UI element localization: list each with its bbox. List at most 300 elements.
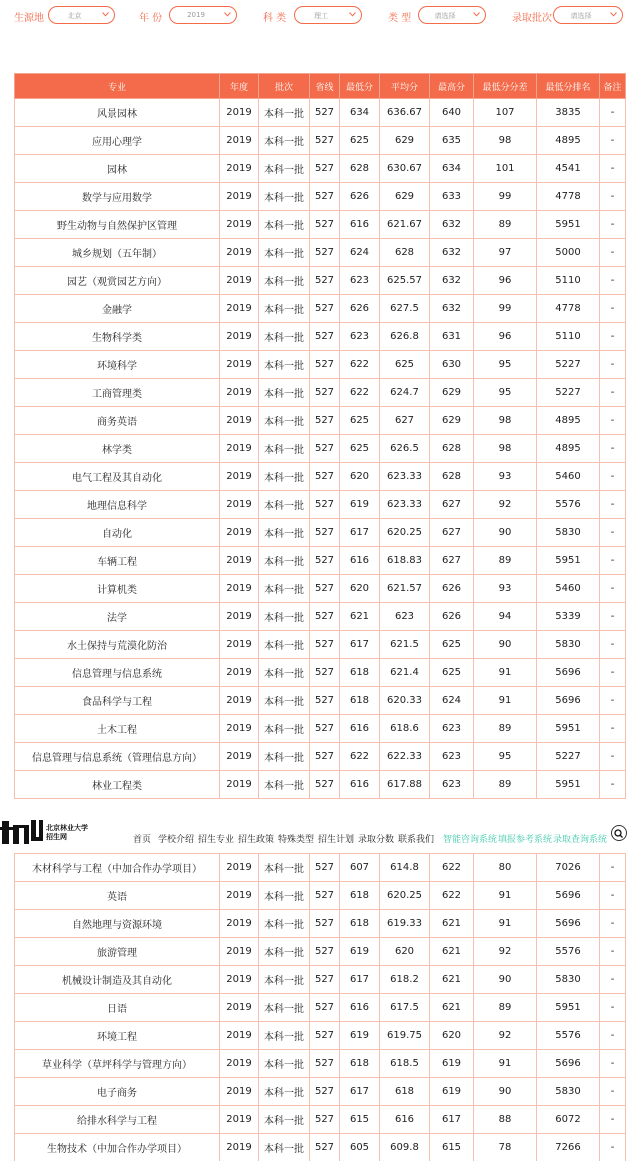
cell-max-score: 621: [430, 910, 474, 938]
cell-batch: 本科一批: [259, 1106, 310, 1134]
cell-year: 2019: [220, 407, 259, 435]
chevron-down-icon: [610, 12, 617, 17]
cell-batch: 本科一批: [259, 715, 310, 743]
cell-major: 计算机类: [15, 575, 220, 603]
header-line: 省线: [310, 74, 340, 99]
cell-batch: 本科一批: [259, 211, 310, 239]
cell-max-score: 634: [430, 155, 474, 183]
cell-max-score: 627: [430, 519, 474, 547]
cell-year: 2019: [220, 435, 259, 463]
cell-line: 527: [310, 854, 340, 882]
cell-batch: 本科一批: [259, 239, 310, 267]
cell-avg-score: 624.7: [380, 379, 430, 407]
cell-min-score: 628: [340, 155, 380, 183]
cell-min-rank: 5951: [537, 994, 600, 1022]
cell-avg-score: 616: [380, 1106, 430, 1134]
cell-min-score: 615: [340, 1106, 380, 1134]
cell-max-score: 629: [430, 379, 474, 407]
cell-min-score: 616: [340, 211, 380, 239]
cell-min-rank: 7266: [537, 1134, 600, 1162]
cell-year: 2019: [220, 211, 259, 239]
cell-min-score: 618: [340, 910, 380, 938]
cell-major: 电气工程及其自动化: [15, 463, 220, 491]
cell-batch: 本科一批: [259, 1050, 310, 1078]
type-label: 类 型: [388, 13, 412, 24]
cell-year: 2019: [220, 854, 259, 882]
header-max-score: 最高分: [430, 74, 474, 99]
cell-min-score: 620: [340, 463, 380, 491]
cell-batch: 本科一批: [259, 295, 310, 323]
site-logo-icon[interactable]: [0, 819, 44, 847]
cell-major: 野生动物与自然保护区管理: [15, 211, 220, 239]
cell-min-score: 622: [340, 379, 380, 407]
cell-note: -: [600, 239, 626, 267]
cell-min-rank: 6072: [537, 1106, 600, 1134]
cell-min-score: 621: [340, 603, 380, 631]
cell-year: 2019: [220, 687, 259, 715]
cell-min-score: 616: [340, 547, 380, 575]
cell-year: 2019: [220, 1078, 259, 1106]
cell-batch: 本科一批: [259, 491, 310, 519]
table-row: [15, 155, 626, 183]
cell-note: -: [600, 715, 626, 743]
cell-min-score: 624: [340, 239, 380, 267]
cell-min-rank: 4778: [537, 183, 600, 211]
cell-major: 旅游管理: [15, 938, 220, 966]
cell-note: -: [600, 1050, 626, 1078]
cell-min-score: 623: [340, 323, 380, 351]
batch-label: 录取批次: [512, 13, 552, 24]
cell-max-score: 633: [430, 183, 474, 211]
cell-min-score: 623: [340, 267, 380, 295]
cell-min-score: 620: [340, 575, 380, 603]
cell-year: 2019: [220, 910, 259, 938]
cell-min-rank: 5227: [537, 379, 600, 407]
cell-min-diff: 89: [474, 994, 537, 1022]
cell-min-rank: 5696: [537, 687, 600, 715]
cell-note: -: [600, 547, 626, 575]
cell-batch: 本科一批: [259, 687, 310, 715]
cell-max-score: 640: [430, 99, 474, 127]
cell-min-score: 619: [340, 491, 380, 519]
cell-min-diff: 95: [474, 379, 537, 407]
cell-major: 地理信息科学: [15, 491, 220, 519]
cell-year: 2019: [220, 351, 259, 379]
cell-min-score: 622: [340, 351, 380, 379]
batch-value: 请选择: [570, 12, 592, 20]
cell-min-diff: 92: [474, 938, 537, 966]
cell-avg-score: 618: [380, 1078, 430, 1106]
cell-major: 环境工程: [15, 1022, 220, 1050]
table-row: [15, 99, 626, 127]
cell-min-score: 626: [340, 183, 380, 211]
cell-note: -: [600, 435, 626, 463]
cell-note: -: [600, 183, 626, 211]
cell-year: 2019: [220, 519, 259, 547]
cell-note: -: [600, 267, 626, 295]
cell-min-rank: 5576: [537, 491, 600, 519]
cell-min-diff: 78: [474, 1134, 537, 1162]
table-row: [15, 966, 626, 994]
cell-batch: 本科一批: [259, 323, 310, 351]
cell-line: 527: [310, 715, 340, 743]
nav-consult-system[interactable]: 智能咨询系统: [443, 835, 498, 845]
cell-max-score: 620: [430, 1022, 474, 1050]
cell-min-diff: 80: [474, 854, 537, 882]
cell-line: 527: [310, 938, 340, 966]
cell-line: 527: [310, 631, 340, 659]
cell-line: 527: [310, 1106, 340, 1134]
origin-value: 北京: [67, 12, 82, 20]
nav-special-types[interactable]: 特殊类型: [278, 835, 315, 845]
table-row: [15, 211, 626, 239]
cell-line: 527: [310, 910, 340, 938]
nav-enrollment-plan[interactable]: 招生计划: [318, 835, 355, 845]
cell-major: 土木工程: [15, 715, 220, 743]
cell-min-diff: 89: [474, 771, 537, 799]
cell-max-score: 632: [430, 295, 474, 323]
cell-min-rank: 3835: [537, 99, 600, 127]
cell-avg-score: 609.8: [380, 1134, 430, 1162]
nav-contact[interactable]: 联系我们: [398, 835, 435, 845]
cell-line: 527: [310, 211, 340, 239]
cell-avg-score: 619.33: [380, 910, 430, 938]
cell-min-score: 625: [340, 435, 380, 463]
cell-line: 527: [310, 575, 340, 603]
cell-max-score: 623: [430, 771, 474, 799]
cell-min-score: 616: [340, 771, 380, 799]
cell-min-rank: 5830: [537, 519, 600, 547]
cell-min-diff: 91: [474, 910, 537, 938]
nav-home[interactable]: 首页: [133, 835, 152, 845]
cell-major: 环境科学: [15, 351, 220, 379]
cell-major: 水土保持与荒漠化防治: [15, 631, 220, 659]
cell-batch: 本科一批: [259, 743, 310, 771]
cell-year: 2019: [220, 1050, 259, 1078]
cell-year: 2019: [220, 323, 259, 351]
cell-year: 2019: [220, 659, 259, 687]
nav-reference-system[interactable]: 填报参考系统: [498, 835, 553, 845]
table-row: [15, 854, 626, 882]
cell-year: 2019: [220, 966, 259, 994]
cell-year: 2019: [220, 1022, 259, 1050]
cell-min-diff: 91: [474, 687, 537, 715]
cell-avg-score: 620.25: [380, 519, 430, 547]
header-min-diff: 最低分分差: [474, 74, 537, 99]
cell-avg-score: 629: [380, 183, 430, 211]
origin-select[interactable]: [48, 6, 115, 24]
cell-major: 法学: [15, 603, 220, 631]
nav-admission-scores[interactable]: 录取分数: [358, 835, 395, 845]
cell-note: -: [600, 994, 626, 1022]
cell-min-score: 618: [340, 659, 380, 687]
cell-year: 2019: [220, 155, 259, 183]
cell-line: 527: [310, 603, 340, 631]
cell-avg-score: 636.67: [380, 99, 430, 127]
cell-avg-score: 617.88: [380, 771, 430, 799]
cell-year: 2019: [220, 267, 259, 295]
cell-min-rank: 5576: [537, 1022, 600, 1050]
cell-batch: 本科一批: [259, 603, 310, 631]
cell-min-diff: 93: [474, 463, 537, 491]
cell-avg-score: 621.67: [380, 211, 430, 239]
cell-major: 草业科学（草坪科学与管理方向）: [15, 1050, 220, 1078]
cell-avg-score: 618.2: [380, 966, 430, 994]
table-row: [15, 1134, 626, 1162]
cell-note: -: [600, 351, 626, 379]
cell-min-score: 616: [340, 715, 380, 743]
table-row: [15, 771, 626, 799]
cell-avg-score: 625.57: [380, 267, 430, 295]
cell-min-rank: 4895: [537, 127, 600, 155]
cell-min-rank: 7026: [537, 854, 600, 882]
cell-batch: 本科一批: [259, 575, 310, 603]
cell-min-diff: 91: [474, 659, 537, 687]
chevron-down-icon: [224, 12, 231, 17]
cell-avg-score: 630.67: [380, 155, 430, 183]
cell-major: 自然地理与资源环境: [15, 910, 220, 938]
cell-avg-score: 620.25: [380, 882, 430, 910]
cell-max-score: 619: [430, 1078, 474, 1106]
cell-max-score: 621: [430, 938, 474, 966]
cell-min-rank: 5110: [537, 323, 600, 351]
cell-avg-score: 625: [380, 351, 430, 379]
nav-majors[interactable]: 招生专业: [198, 835, 235, 845]
table-row: [15, 295, 626, 323]
cell-avg-score: 623: [380, 603, 430, 631]
cell-max-score: 624: [430, 687, 474, 715]
filter-bar: [0, 0, 630, 36]
cell-min-diff: 93: [474, 575, 537, 603]
cell-max-score: 617: [430, 1106, 474, 1134]
cell-year: 2019: [220, 715, 259, 743]
cell-min-diff: 96: [474, 267, 537, 295]
cell-major: 信息管理与信息系统（管理信息方向）: [15, 743, 220, 771]
cell-line: 527: [310, 99, 340, 127]
cell-avg-score: 628: [380, 239, 430, 267]
cell-note: -: [600, 99, 626, 127]
cell-year: 2019: [220, 771, 259, 799]
cell-max-score: 635: [430, 127, 474, 155]
cell-avg-score: 626.8: [380, 323, 430, 351]
cell-note: -: [600, 687, 626, 715]
cell-note: -: [600, 491, 626, 519]
cell-min-rank: 5696: [537, 659, 600, 687]
search-button[interactable]: [611, 825, 627, 841]
cell-min-score: 625: [340, 127, 380, 155]
cell-min-diff: 89: [474, 211, 537, 239]
year-label: 年 份: [139, 13, 163, 24]
cell-avg-score: 622.33: [380, 743, 430, 771]
cell-note: -: [600, 155, 626, 183]
cell-batch: 本科一批: [259, 435, 310, 463]
cell-batch: 本科一批: [259, 659, 310, 687]
table-row: [15, 519, 626, 547]
page-bottom: [0, 1161, 630, 1169]
cell-major: 食品科学与工程: [15, 687, 220, 715]
cell-min-rank: 5576: [537, 938, 600, 966]
cell-batch: 本科一批: [259, 1078, 310, 1106]
table-row: [15, 547, 626, 575]
cell-min-diff: 91: [474, 882, 537, 910]
cell-line: 527: [310, 771, 340, 799]
cell-avg-score: 623.33: [380, 463, 430, 491]
cell-max-score: 619: [430, 1050, 474, 1078]
nav-school-intro[interactable]: 学校介绍: [158, 835, 195, 845]
cell-note: -: [600, 575, 626, 603]
cell-year: 2019: [220, 994, 259, 1022]
logo-site-name: 招生网: [46, 833, 67, 841]
cell-min-rank: 5696: [537, 882, 600, 910]
cell-line: 527: [310, 966, 340, 994]
table-row: [15, 1022, 626, 1050]
table-row: [15, 183, 626, 211]
cell-major: 自动化: [15, 519, 220, 547]
cell-max-score: 615: [430, 1134, 474, 1162]
nav-policy[interactable]: 招生政策: [238, 835, 275, 845]
cell-note: -: [600, 211, 626, 239]
cell-batch: 本科一批: [259, 547, 310, 575]
header-note: 备注: [600, 74, 626, 99]
table-row: [15, 659, 626, 687]
table-row: [15, 603, 626, 631]
table-row: [15, 1106, 626, 1134]
cell-major: 生物技术（中加合作办学项目）: [15, 1134, 220, 1162]
cell-min-rank: 5696: [537, 910, 600, 938]
cell-min-diff: 98: [474, 407, 537, 435]
cell-note: -: [600, 854, 626, 882]
cell-avg-score: 627.5: [380, 295, 430, 323]
cell-major: 数学与应用数学: [15, 183, 220, 211]
cell-line: 527: [310, 1022, 340, 1050]
cell-min-diff: 92: [474, 491, 537, 519]
cell-avg-score: 617.5: [380, 994, 430, 1022]
cell-line: 527: [310, 994, 340, 1022]
chevron-down-icon: [349, 12, 356, 17]
site-logo-text: [46, 824, 88, 842]
origin-label: 生源地: [14, 13, 44, 24]
cell-note: -: [600, 910, 626, 938]
cell-batch: 本科一批: [259, 463, 310, 491]
cell-note: -: [600, 1106, 626, 1134]
table-row: [15, 1050, 626, 1078]
cell-min-diff: 99: [474, 295, 537, 323]
cell-max-score: 622: [430, 854, 474, 882]
cell-max-score: 632: [430, 211, 474, 239]
cell-min-diff: 88: [474, 1106, 537, 1134]
cell-max-score: 629: [430, 407, 474, 435]
header-major: 专业: [15, 74, 220, 99]
cell-min-score: 618: [340, 1050, 380, 1078]
cell-min-rank: 4895: [537, 407, 600, 435]
cell-batch: 本科一批: [259, 183, 310, 211]
table-header-row: [15, 74, 626, 99]
cell-year: 2019: [220, 547, 259, 575]
chevron-down-icon: [473, 12, 480, 17]
site-navbar: [0, 812, 630, 852]
cell-min-rank: 4541: [537, 155, 600, 183]
cell-min-diff: 95: [474, 743, 537, 771]
cell-batch: 本科一批: [259, 771, 310, 799]
cell-note: -: [600, 127, 626, 155]
cell-major: 车辆工程: [15, 547, 220, 575]
year-value: 2019: [187, 11, 205, 19]
table-row: [15, 323, 626, 351]
cell-avg-score: 621.4: [380, 659, 430, 687]
cell-min-score: 617: [340, 631, 380, 659]
table-row: [15, 435, 626, 463]
cell-batch: 本科一批: [259, 267, 310, 295]
cell-note: -: [600, 771, 626, 799]
cell-major: 工商管理类: [15, 379, 220, 407]
cell-line: 527: [310, 743, 340, 771]
nav-query-system[interactable]: 录取查询系统: [553, 835, 608, 845]
cell-avg-score: 627: [380, 407, 430, 435]
cell-min-score: 625: [340, 407, 380, 435]
cell-year: 2019: [220, 1106, 259, 1134]
cell-line: 527: [310, 127, 340, 155]
cell-major: 金融学: [15, 295, 220, 323]
cell-min-diff: 101: [474, 155, 537, 183]
type-select[interactable]: [418, 6, 486, 24]
cell-note: -: [600, 743, 626, 771]
cell-major: 应用心理学: [15, 127, 220, 155]
cell-line: 527: [310, 1050, 340, 1078]
table-row: [15, 743, 626, 771]
cell-max-score: 630: [430, 351, 474, 379]
search-icon: [612, 827, 626, 841]
cell-year: 2019: [220, 938, 259, 966]
cell-min-score: 634: [340, 99, 380, 127]
cell-avg-score: 620.33: [380, 687, 430, 715]
cell-batch: 本科一批: [259, 155, 310, 183]
cell-min-rank: 5830: [537, 966, 600, 994]
cell-min-diff: 96: [474, 323, 537, 351]
cell-batch: 本科一批: [259, 127, 310, 155]
cell-avg-score: 614.8: [380, 854, 430, 882]
cell-line: 527: [310, 379, 340, 407]
type-value: 请选择: [434, 12, 456, 20]
cell-year: 2019: [220, 379, 259, 407]
cell-max-score: 623: [430, 715, 474, 743]
cell-year: 2019: [220, 239, 259, 267]
year-select[interactable]: [169, 6, 237, 24]
cell-major: 给排水科学与工程: [15, 1106, 220, 1134]
batch-select[interactable]: [553, 6, 623, 24]
cell-batch: 本科一批: [259, 882, 310, 910]
cell-line: 527: [310, 491, 340, 519]
cell-min-rank: 5951: [537, 547, 600, 575]
cell-batch: 本科一批: [259, 1134, 310, 1162]
cell-min-rank: 4895: [537, 435, 600, 463]
cell-major: 生物科学类: [15, 323, 220, 351]
cell-note: -: [600, 603, 626, 631]
cell-min-diff: 92: [474, 1022, 537, 1050]
cell-year: 2019: [220, 183, 259, 211]
cell-batch: 本科一批: [259, 519, 310, 547]
header-batch: 批次: [259, 74, 310, 99]
header-avg-score: 平均分: [380, 74, 430, 99]
cell-min-diff: 89: [474, 715, 537, 743]
table-row: [15, 239, 626, 267]
cell-max-score: 626: [430, 603, 474, 631]
table-row: [15, 575, 626, 603]
cell-major: 商务英语: [15, 407, 220, 435]
cell-min-rank: 5227: [537, 743, 600, 771]
cell-max-score: 621: [430, 994, 474, 1022]
cell-max-score: 632: [430, 267, 474, 295]
subject-select[interactable]: [294, 6, 362, 24]
